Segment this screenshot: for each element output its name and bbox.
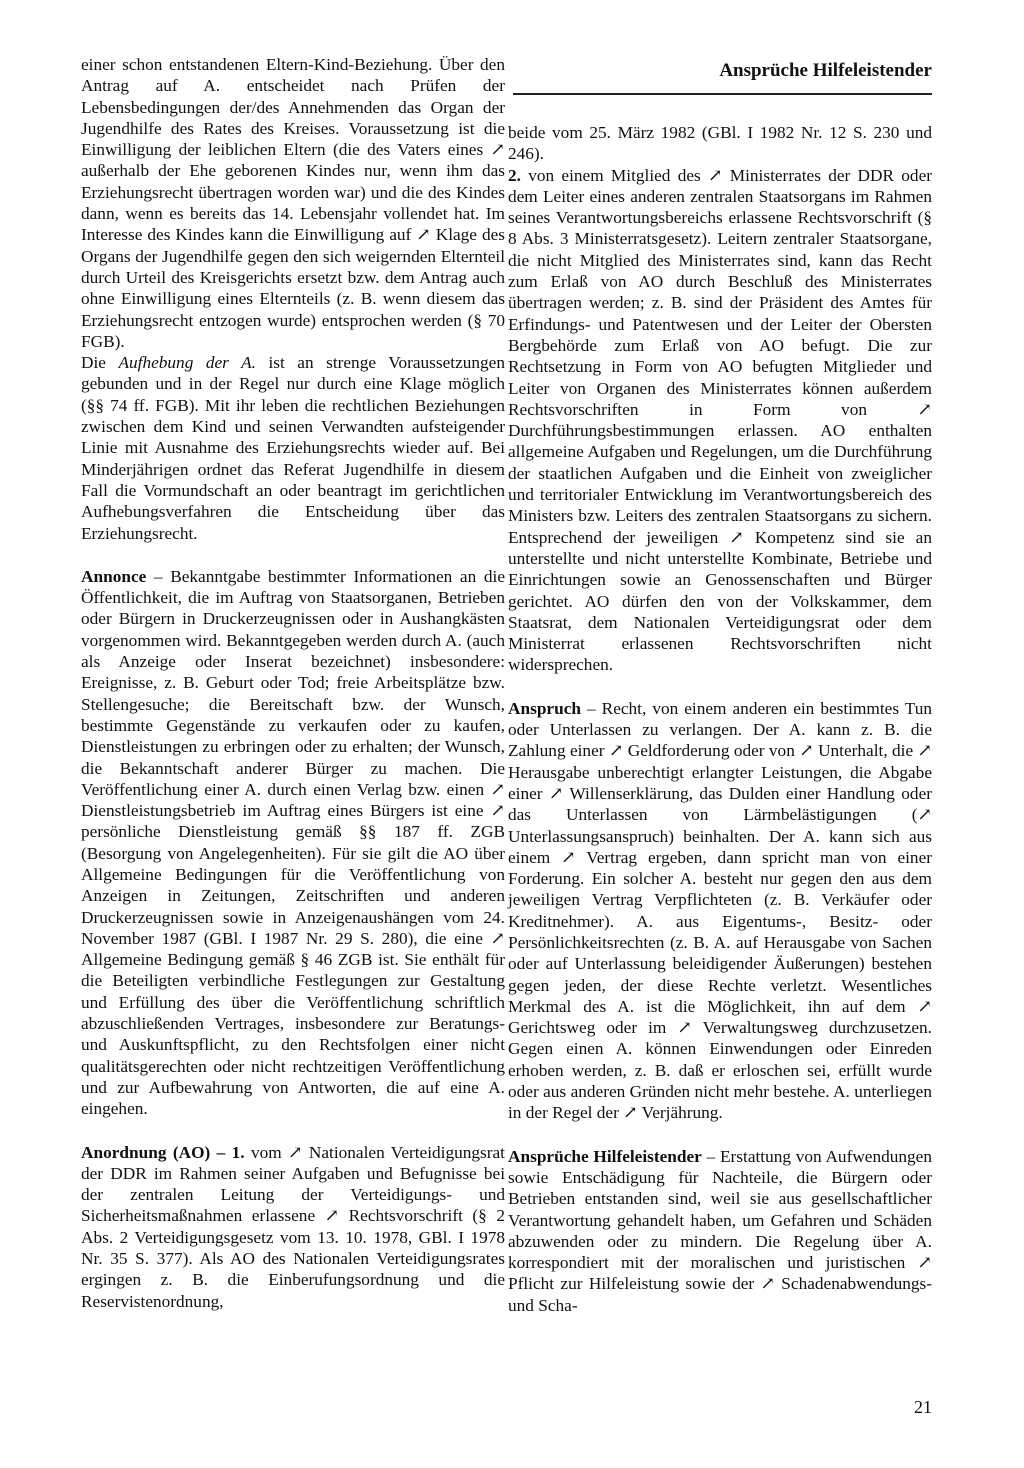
right-column: [508, 122, 932, 1316]
anordnung-continuation: beide vom 25. März 1982 (GBl. I 1982 Nr. 12 S. 230 und 246).: [508, 123, 932, 164]
running-header: Ansprüche Hilfeleistender: [719, 60, 932, 81]
entry-text: von einem Mitglied des ↗ Ministerrates der DDR oder dem Leiter eines anderen zentralen Staatsorgans im Rahmen seines Verantwortungsbereichs erlassene Rechtsvorschrift (§ 8 Abs. 3 Ministerratsgesetz). Leitern zentraler Staatsorgane, die nicht Mitglied des Ministerrates sind, kann das Recht zum Erlaß von AO durch Beschluß des Ministerrates übertragen werden; z. B. sind der Präsident des Amtes für Erfindungs- und Patentwesen und der Leiter der Obersten Bergbehörde zum Erlaß von AO befugt. Die zur Rechtsetzung in Form von AO befugten Mitglieder und Leiter von Organen des Ministerrates können außerdem Rechtsvorschriften in Form von ↗ Durchführungsbestimmungen erlassen. AO enthalten allgemeine Aufgaben und Regelungen, um die Durchführung der staatlichen Aufgaben und die Einheit von zweiglicher und territorialer Entwicklung im Verantwortungsbereich des Ministers bzw. Leiters des zentralen Staatsorgans zu sichern. Entsprechend der jeweiligen ↗ Kompetenz sind sie an unterstellte und nicht unterstellte Kombinate, Betriebe und Einrichtungen sowie an Genossenschaften und Bürger gerichtet. AO dürfen den von der Volkskammer, dem Staatsrat, dem Nationalen Verteidigungsrat oder dem Ministerrat erlassenen Rechtsvorschriften nicht widersprechen.: [508, 165, 932, 675]
entry-ansprueche-hilfeleistender: [508, 1146, 932, 1316]
headword-anspruch: Anspruch: [508, 698, 581, 718]
page-number: 21: [914, 1397, 932, 1417]
paragraph-text: ist an strenge Voraussetzungen gebunden und in der Regel nur durch eine Klage möglich (§§ 74 ff. FGB). Mit ihr leben die rechtlichen Beziehungen zwischen dem Kind und seinen Verwandten aufsteigender Linie mit Ausnahme des Erziehungsrechts wieder auf. Bei Minderjährigen ordnet das Referat Jugendhilfe in diesem Fall die Vormundschaft an oder beantragt im gerichtlichen Aufhebungsverfahren die Entscheidung über das Erziehungsrecht.: [81, 353, 505, 543]
adoption-repeal-paragraph: [81, 352, 505, 544]
header-rule: [513, 93, 932, 95]
headword-annonce: Annonce: [81, 566, 147, 586]
adoption-entry-continuation: einer schon entstandenen Eltern-Kind-Beziehung. Über den Antrag auf A. entscheidet nach Prüfen der Lebensbedingungen der/des Annehmenden das Organ der Jugendhilfe des Rates des Kreises. Voraussetzung ist die Einwilligung der leiblichen Eltern (die des Vaters eines ↗ außerhalb der Ehe geborenen Kindes nur, wenn ihm das Erziehungsrecht übertragen worden war) und die des Kindes dann, wenn es bereits das 14. Lebensjahr vollendet hat. Im Interesse des Kindes kann die Einwilligung auf ↗ Klage des Organs der Jugendhilfe gegen den sich weigernden Elternteil durch Urteil des Kreisgerichts ersetzt bzw. dem Antrag auch ohne Einwilligung eines Elternteils (z. B. wenn diesem das Erziehungsrecht entzogen wurde) entsprochen werden (§ 70 FGB).: [81, 55, 505, 351]
entry-anspruch: [508, 698, 932, 1124]
entry-text: – Bekanntgabe bestimmter Informationen an die Öffentlichkeit, die im Auftrag von Staatsorganen, Betrieben oder Bürgern in Druckerzeugnissen oder in Aushangkästen vorgenommen wird. Bekanntgegeben werden durch A. (auch als Anzeige oder Inserat bezeichnet) insbesondere: Ereignisse, z. B. Geburt oder Tod; freie Arbeitsplätze bzw. Stellengesuche; die Bereitschaft bzw. der Wunsch, bestimmte Gegenstände zu verkaufen oder zu kaufen, Dienstleistungen zu erbringen oder zu erhalten; der Wunsch, die Bekanntschaft anderer Bürger zu machen. Die Veröffentlichung einer A. durch einen Verlag bzw. einen ↗ Dienstleistungsbetrieb im Auftrag eines Bürgers ist eine ↗ persönliche Dienstleistung gemäß §§ 187 ff. ZGB (Besorgung von Angelegenheiten). Für sie gilt die AO über Allgemeine Bedingungen für die Veröffentlichung von Anzeigen in Zeitungen, Zeitschriften und anderen Druckerzeugnissen sowie in Anzeigenaushängen vom 24. November 1987 (GBl. I 1987 Nr. 29 S. 280), die eine ↗ Allgemeine Bedingung gemäß § 46 ZGB ist. Sie enthält für die Beteiligten verbindliche Festlegungen zur Gestaltung und Erfüllung des über die Veröffentlichung schriftlich abzuschließenden Vertrages, insbesondere zur Beratungs- und Auskunftspflicht, zu den Rechtsfolgen einer nicht qualitätsgerechten oder nicht rechtzeitigen Veröffentlichung und zur Aufbewahrung von Antworten, die auf eine A. eingehen.: [81, 566, 505, 1119]
left-column: [81, 54, 505, 1312]
paragraph-lead: Die: [81, 353, 119, 373]
entry-text: – Recht, von einem anderen ein bestimmtes Tun oder Unterlassen zu verlangen. Der A. kann z. B. die Zahlung einer ↗ Geldforderung oder von ↗ Unterhalt, die ↗ Herausgabe unberechtigt erlangter Leistungen, die Abgabe einer ↗ Willenserklärung, das Dulden einer Handlung oder das Unterlassen von Lärmbelästigungen (↗ Unterlassungsanspruch) beinhalten. Der A. kann sich aus einem ↗ Vertrag ergeben, dann spricht man von einer Forderung. Ein solcher A. besteht nur gegen den aus dem jeweiligen Vertrag Verpflichteten (z. B. Verkäufer oder Kreditnehmer). A. aus Eigentums-, Besitz- oder Persönlichkeitsrechten (z. B. A. auf Herausgabe von Sachen oder auf Unterlassung beleidigender Äußerungen) bestehen gegen jeden, der diese Rechte verletzt. Wesentliches Merkmal des A. ist die Möglichkeit, ihn auf dem ↗ Gerichtsweg oder im ↗ Verwaltungsweg durchzusetzen. Gegen einen A. können Einwendungen oder Einreden erhoben werden, z. B. daß er erloschen sei, erfüllt wurde oder aus anderen Gründen nicht mehr bestehe. A. unterliegen in der Regel der ↗ Verjährung.: [508, 698, 932, 1123]
entry-text: – Erstattung von Aufwendungen sowie Entschädigung für Nachteile, die Bürgern oder Betrieben entstanden sind, weil sie aus gesellschaftlicher Verantwortung gehandelt haben, um Gefahren und Schäden abzuwenden oder zu mindern. Die Regelung über A. korrespondiert mit der moralischen und juristischen ↗ Pflicht zur Hilfeleistung sowie der ↗ Schadenabwendungs- und Scha-: [508, 1146, 932, 1315]
entry-anordnung: [81, 1142, 505, 1312]
italic-term: Aufhebung der A.: [118, 353, 256, 373]
entry-annonce: [81, 566, 505, 1120]
anordnung-point-2: [508, 165, 932, 676]
headword-ansprueche-hilfeleistender: Ansprüche Hilfeleistender: [508, 1146, 702, 1166]
point-number: 2.: [508, 165, 521, 185]
headword-anordnung: Anordnung (AO) – 1.: [81, 1142, 245, 1162]
entry-text: vom ↗ Nationalen Verteidigungsrat der DDR im Rahmen seiner Aufgaben und Befugnisse bei der zentralen Leitung der Verteidigungs- und Sicherheitsmaßnahmen erlassene ↗ Rechtsvorschrift (§ 2 Abs. 2 Verteidigungsgesetz vom 13. 10. 1978, GBl. I 1978 Nr. 35 S. 377). Als AO des Nationalen Verteidigungsrates ergingen z. B. die Einberufungsordnung und die Reservistenordnung,: [81, 1142, 505, 1311]
